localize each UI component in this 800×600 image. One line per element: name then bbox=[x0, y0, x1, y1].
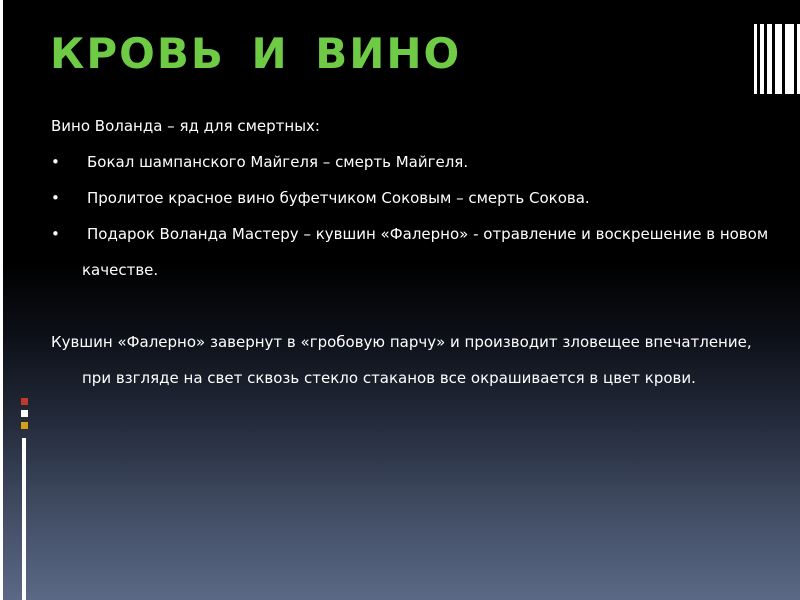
bottom-left-squares-decoration bbox=[21, 398, 31, 600]
red-square bbox=[21, 398, 28, 405]
left-edge-line bbox=[0, 0, 3, 600]
slide-title: КРОВЬ И ВИНО bbox=[50, 29, 462, 78]
slide-body bbox=[51, 108, 781, 396]
bullet-icon: • bbox=[51, 189, 60, 207]
paragraph: Кувшин «Фалерно» завернут в «гробовую парчу» и производит зловещее впечатление, при взгляде на свет сквозь стекло стаканов все окрашивается в цвет крови. bbox=[51, 333, 752, 387]
bullet-text: Подарок Воланда Мастеру – кувшин «Фалерно» - отравление и воскрешение в новом качестве. bbox=[82, 225, 769, 279]
intro-line: Вино Воланда – яд для смертных: bbox=[51, 117, 320, 135]
bullet-icon: • bbox=[51, 153, 60, 171]
top-right-stripes-decoration bbox=[754, 24, 800, 94]
stripe bbox=[775, 24, 782, 94]
stripe bbox=[785, 24, 794, 94]
bullet-text: Пролитое красное вино буфетчиком Соковым – смерть Сокова. bbox=[87, 189, 590, 207]
vertical-line bbox=[22, 438, 26, 600]
yellow-square bbox=[21, 422, 28, 429]
bullet-text: Бокал шампанского Майгеля – смерть Майгеля. bbox=[87, 153, 469, 171]
stripe bbox=[760, 24, 764, 94]
list-item bbox=[51, 144, 781, 180]
spacer bbox=[51, 288, 781, 324]
list-item bbox=[51, 216, 781, 288]
bullet-icon: • bbox=[51, 225, 60, 243]
stripe bbox=[767, 24, 772, 94]
list-item bbox=[51, 180, 781, 216]
bullet-list bbox=[51, 144, 781, 288]
stripe bbox=[754, 24, 757, 94]
white-square bbox=[21, 410, 28, 417]
